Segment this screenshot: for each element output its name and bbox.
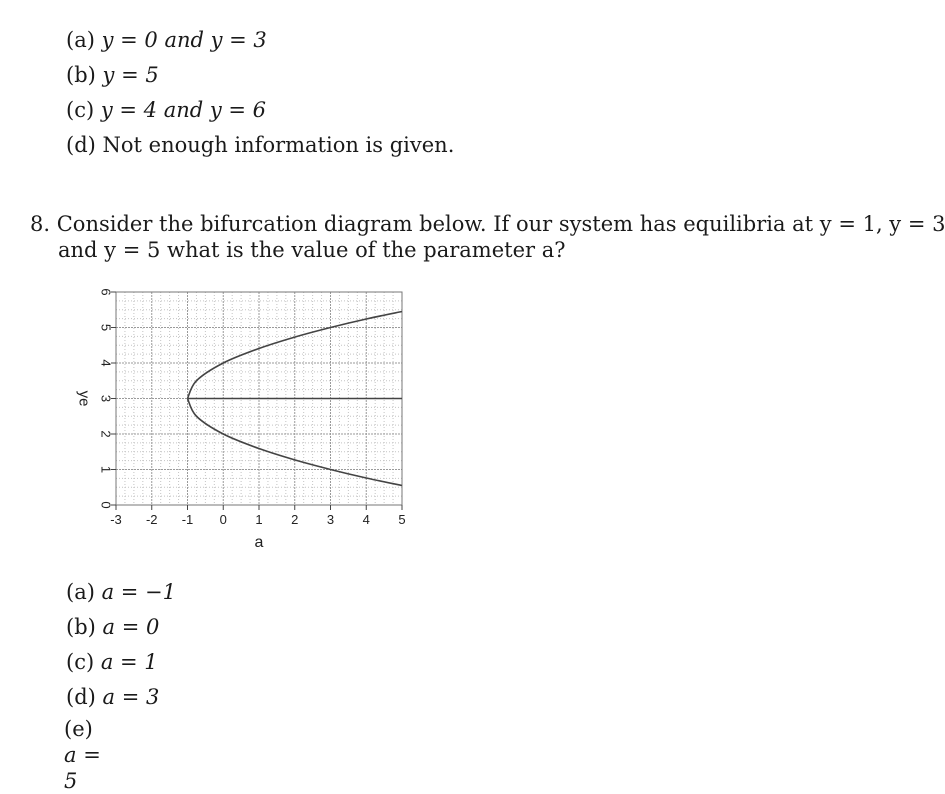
choice-label: (b) xyxy=(66,615,96,639)
y-tick-label: 4 xyxy=(98,359,114,367)
choice-label: (d) xyxy=(66,685,96,709)
question-text-2: and y = 5 what is the value of the parameter a? xyxy=(58,238,566,262)
choice-label: (c) xyxy=(66,650,95,674)
choice-text: y = 5 xyxy=(102,63,159,87)
choice-label: (a) xyxy=(66,28,95,52)
y-tick-label: 3 xyxy=(98,394,114,403)
q7-choice-a xyxy=(66,27,267,53)
q8-choice-e-partial xyxy=(64,716,104,793)
q7-choice-c xyxy=(66,97,266,123)
x-tick-label: 1 xyxy=(255,512,263,527)
x-axis-label: a xyxy=(254,534,264,551)
choice-label: (e) xyxy=(64,717,93,741)
y-tick-label: 1 xyxy=(98,465,114,474)
x-tick-label: -3 xyxy=(110,512,122,527)
bifurcation-diagram xyxy=(60,278,420,550)
choice-label: (c) xyxy=(66,98,95,122)
question-8-line-2 xyxy=(58,237,566,263)
q8-choice-c xyxy=(66,649,158,675)
choice-text: Not enough information is given. xyxy=(102,133,455,157)
choice-text: a = 5 xyxy=(64,743,101,793)
x-tick-label: 3 xyxy=(326,512,335,527)
question-text-1: Consider the bifurcation diagram below. If our system has equilibria at y = 1, y = 3 xyxy=(56,212,945,236)
choice-label: (a) xyxy=(66,580,95,604)
choice-label: (d) xyxy=(66,133,96,157)
x-tick-label: 2 xyxy=(291,512,299,527)
q8-choice-d xyxy=(66,684,159,710)
y-axis-label: ye xyxy=(75,390,93,407)
choice-text: y = 0 and y = 3 xyxy=(101,28,267,52)
x-tick-label: -2 xyxy=(145,512,158,527)
choice-text: a = −1 xyxy=(101,580,177,604)
x-tick-label: 0 xyxy=(219,512,227,527)
x-tick-label: -1 xyxy=(181,512,194,527)
x-tick-label: 4 xyxy=(362,512,370,527)
choice-label: (b) xyxy=(66,63,96,87)
y-tick-label: 6 xyxy=(98,288,114,296)
choice-text: a = 0 xyxy=(102,615,160,639)
y-tick-label: 5 xyxy=(98,323,114,332)
choice-text: y = 4 and y = 6 xyxy=(100,98,267,122)
question-number: 8. xyxy=(30,212,51,236)
q7-choice-d xyxy=(66,132,454,158)
y-tick-label: 2 xyxy=(98,430,114,438)
q8-choice-a xyxy=(66,579,176,605)
q8-choice-b xyxy=(66,614,159,640)
y-tick-label: 0 xyxy=(98,501,114,509)
choice-text: a = 1 xyxy=(100,650,158,674)
choice-text: a = 3 xyxy=(102,685,160,709)
question-8-line-1 xyxy=(30,211,945,237)
x-tick-label: 5 xyxy=(398,512,406,527)
q7-choice-b xyxy=(66,62,159,88)
